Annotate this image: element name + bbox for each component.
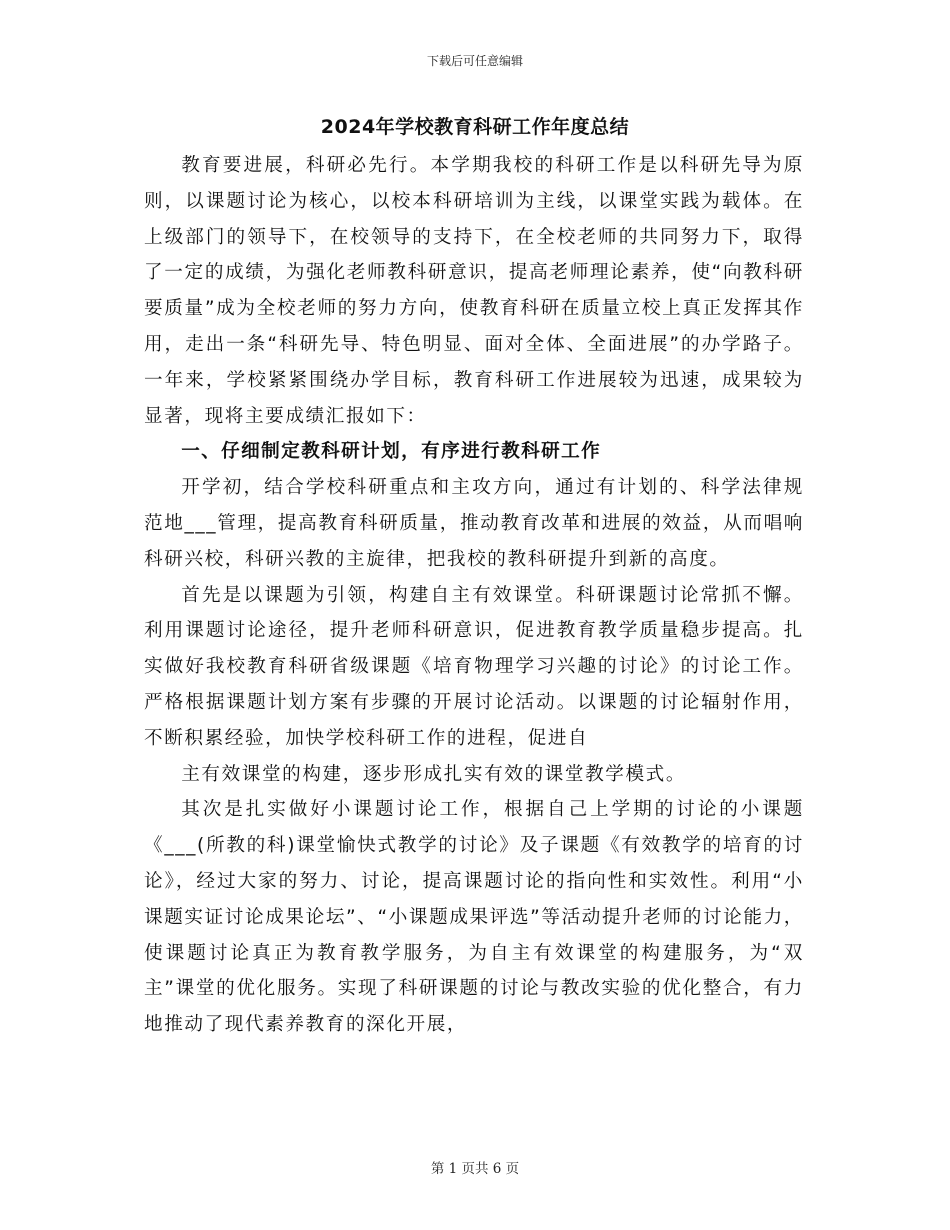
header-note: 下载后可任意编辑 <box>426 54 523 68</box>
paragraph-plan: 开学初，结合学校科研重点和主攻方向，通过有计划的、科学法律规范地___管理，提高教育科研质量，推动教育改革和进展的效益，从而唱响科研兴校，科研兴教的主旋律，把我校的教科研提升到新的高度。 <box>144 477 804 570</box>
paragraph-first-continued: 主有效课堂的构建，逐步形成扎实有效的课堂教学模式。 <box>181 763 687 785</box>
paragraph-intro: 教育要进展，科研必先行。本学期我校的科研工作是以科研先导为原则，以课题讨论为核心，以校本科研培训为主线，以课堂实践为载体。在上级部门的领导下，在校领导的支持下，在全校老师的共同努力下，取得了一定的成绩，为强化老师教科研意识，提高老师理论素养，使“向教科研要质量”成为全校老师的努力方向，使教育科研在质量立校上真正发挥其作用，走出一条“科研先导、特色明显、面对全体、全面进展”的办学路子。一年来，学校紧紧围绕办学目标，教育科研工作进展较为迅速，成果较为显著，现将主要成绩汇报如下： <box>144 155 804 427</box>
document-title: 2024年学校教育科研工作年度总结 <box>320 116 630 138</box>
paragraph-first: 首先是以课题为引领，构建自主有效课堂。科研课题讨论常抓不懈。利用课题讨论途径，提升老师科研意识，促进教育教学质量稳步提高。扎实做好我校教育科研省级课题《培育物理学习兴趣的讨论》的讨论工作。严格根据课题计划方案有步骤的开展讨论活动。以课题的讨论辐射作用，不断积累经验，加快学校科研工作的进程，促进自 <box>144 584 804 749</box>
paragraph-second: 其次是扎实做好小课题讨论工作，根据自己上学期的讨论的小课题《___(所教的科)课堂愉快式教学的讨论》及子课题《有效教学的培育的讨论》，经过大家的努力、讨论，提高课题讨论的指向性和实效性。利用“小课题实证讨论成果论坛”、“小课题成果评选”等活动提升老师的讨论能力，使课题讨论真正为教育教学服务，为自主有效课堂的构建服务，为“双主”课堂的优化服务。实现了科研课题的讨论与教改实验的优化整合，有力地推动了现代素养教育的深化开展， <box>144 799 804 1036</box>
document-body <box>144 148 804 1043</box>
page-footer: 第 1 页共 6 页 <box>430 1161 520 1177</box>
section-heading-1: 一、仔细制定教科研计划，有序进行教科研工作 <box>181 441 602 463</box>
